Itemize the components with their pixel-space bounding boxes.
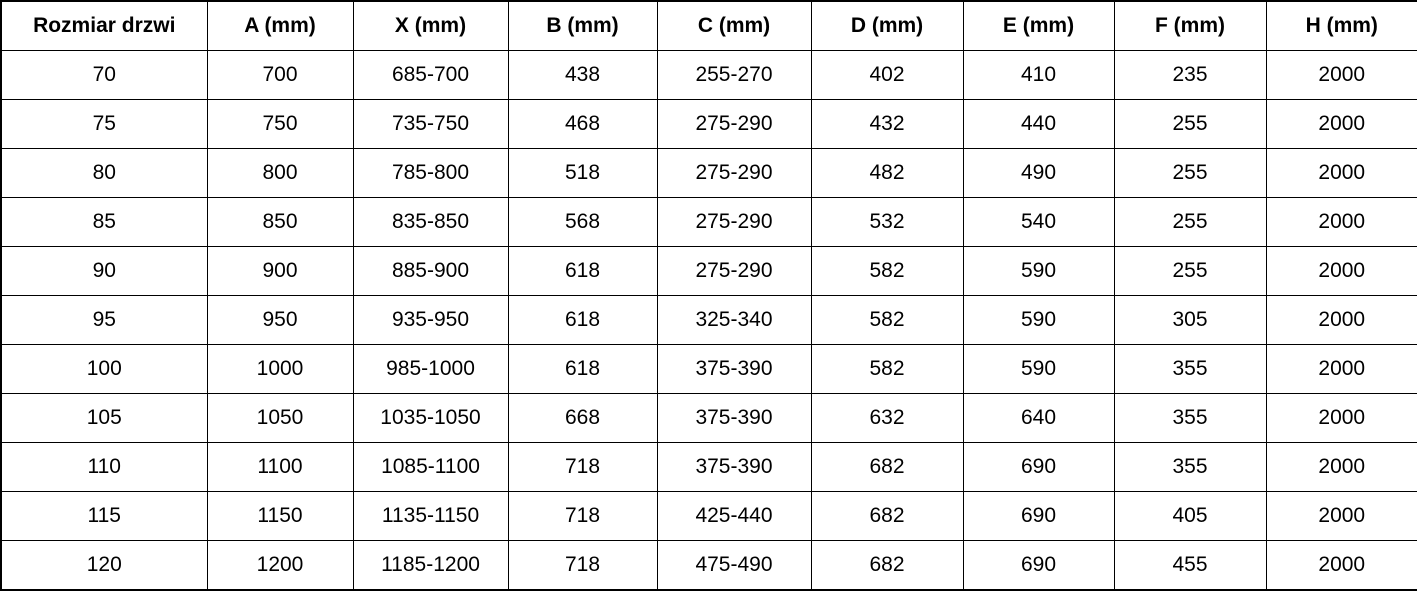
dimension-cell: 935-950 (353, 296, 508, 345)
dimension-cell: 275-290 (657, 247, 811, 296)
dimension-cell: 1050 (207, 394, 353, 443)
dimension-cell: 900 (207, 247, 353, 296)
dimension-cell: 2000 (1266, 296, 1417, 345)
dimension-cell: 275-290 (657, 198, 811, 247)
dimension-cell: 1150 (207, 492, 353, 541)
dimension-cell: 750 (207, 100, 353, 149)
column-header: Rozmiar drzwi (1, 1, 207, 51)
door-size-cell: 85 (1, 198, 207, 247)
table-row (1, 443, 1417, 492)
dimension-cell: 518 (508, 149, 657, 198)
dimension-cell: 800 (207, 149, 353, 198)
dimension-cell: 1085-1100 (353, 443, 508, 492)
dimension-cell: 950 (207, 296, 353, 345)
dimension-cell: 532 (811, 198, 963, 247)
column-header: E (mm) (963, 1, 1114, 51)
dimension-cell: 682 (811, 541, 963, 591)
dimension-cell: 700 (207, 51, 353, 100)
dimension-cell: 590 (963, 247, 1114, 296)
column-header: B (mm) (508, 1, 657, 51)
dimension-cell: 1100 (207, 443, 353, 492)
dimension-cell: 410 (963, 51, 1114, 100)
table-row (1, 296, 1417, 345)
dimension-cell: 582 (811, 247, 963, 296)
dimension-cell: 468 (508, 100, 657, 149)
dimension-cell: 1135-1150 (353, 492, 508, 541)
dimension-cell: 375-390 (657, 394, 811, 443)
dimension-cell: 1000 (207, 345, 353, 394)
dimension-cell: 255-270 (657, 51, 811, 100)
door-size-cell: 100 (1, 345, 207, 394)
dimension-cell: 690 (963, 541, 1114, 591)
dimension-cell: 2000 (1266, 394, 1417, 443)
dimension-cell: 568 (508, 198, 657, 247)
dimension-cell: 885-900 (353, 247, 508, 296)
dimension-cell: 355 (1114, 394, 1266, 443)
table-row (1, 51, 1417, 100)
dimension-cell: 618 (508, 345, 657, 394)
table-row (1, 492, 1417, 541)
dimension-cell: 718 (508, 492, 657, 541)
dimension-cell: 582 (811, 296, 963, 345)
door-size-cell: 75 (1, 100, 207, 149)
header-row (1, 1, 1417, 51)
dimension-cell: 2000 (1266, 198, 1417, 247)
door-size-cell: 90 (1, 247, 207, 296)
dimension-cell: 475-490 (657, 541, 811, 591)
dimension-cell: 718 (508, 443, 657, 492)
table-row (1, 394, 1417, 443)
dimension-cell: 618 (508, 296, 657, 345)
dimension-cell: 618 (508, 247, 657, 296)
dimension-cell: 455 (1114, 541, 1266, 591)
dimension-cell: 632 (811, 394, 963, 443)
dimension-cell: 1035-1050 (353, 394, 508, 443)
dimension-cell: 405 (1114, 492, 1266, 541)
table-row (1, 541, 1417, 591)
dimension-cell: 668 (508, 394, 657, 443)
column-header: F (mm) (1114, 1, 1266, 51)
dimension-cell: 1185-1200 (353, 541, 508, 591)
dimension-cell: 2000 (1266, 51, 1417, 100)
door-size-cell: 120 (1, 541, 207, 591)
dimension-cell: 482 (811, 149, 963, 198)
dimension-cell: 835-850 (353, 198, 508, 247)
dimension-cell: 985-1000 (353, 345, 508, 394)
dimension-cell: 2000 (1266, 541, 1417, 591)
door-size-cell: 110 (1, 443, 207, 492)
column-header: D (mm) (811, 1, 963, 51)
dimension-cell: 432 (811, 100, 963, 149)
door-size-cell: 70 (1, 51, 207, 100)
dimension-cell: 590 (963, 296, 1114, 345)
table-row (1, 149, 1417, 198)
dimension-cell: 2000 (1266, 443, 1417, 492)
dimension-cell: 2000 (1266, 247, 1417, 296)
column-header: H (mm) (1266, 1, 1417, 51)
door-size-cell: 105 (1, 394, 207, 443)
dimension-cell: 375-390 (657, 345, 811, 394)
dimension-cell: 235 (1114, 51, 1266, 100)
dimension-cell: 690 (963, 492, 1114, 541)
dimension-cell: 590 (963, 345, 1114, 394)
door-size-cell: 115 (1, 492, 207, 541)
dimension-cell: 682 (811, 443, 963, 492)
dimension-cell: 2000 (1266, 345, 1417, 394)
dimension-cell: 355 (1114, 345, 1266, 394)
dimension-cell: 1200 (207, 541, 353, 591)
dimension-cell: 255 (1114, 149, 1266, 198)
dimension-cell: 275-290 (657, 149, 811, 198)
door-size-cell: 95 (1, 296, 207, 345)
dimension-cell: 438 (508, 51, 657, 100)
table-row (1, 345, 1417, 394)
dimension-cell: 355 (1114, 443, 1266, 492)
dimension-cell: 305 (1114, 296, 1266, 345)
dimension-cell: 255 (1114, 100, 1266, 149)
dimension-cell: 425-440 (657, 492, 811, 541)
dimension-cell: 582 (811, 345, 963, 394)
dimension-cell: 375-390 (657, 443, 811, 492)
dimension-cell: 735-750 (353, 100, 508, 149)
dimension-cell: 440 (963, 100, 1114, 149)
dimension-cell: 2000 (1266, 100, 1417, 149)
door-size-cell: 80 (1, 149, 207, 198)
column-header: C (mm) (657, 1, 811, 51)
table-row (1, 247, 1417, 296)
dimension-cell: 325-340 (657, 296, 811, 345)
dimension-cell: 785-800 (353, 149, 508, 198)
dimension-cell: 2000 (1266, 149, 1417, 198)
dimension-cell: 640 (963, 394, 1114, 443)
table-row (1, 100, 1417, 149)
table-row (1, 198, 1417, 247)
dimension-cell: 255 (1114, 198, 1266, 247)
dimension-cell: 255 (1114, 247, 1266, 296)
dimension-cell: 402 (811, 51, 963, 100)
column-header: A (mm) (207, 1, 353, 51)
dimension-cell: 685-700 (353, 51, 508, 100)
dimension-cell: 690 (963, 443, 1114, 492)
dimension-cell: 490 (963, 149, 1114, 198)
dimension-cell: 718 (508, 541, 657, 591)
dimension-cell: 2000 (1266, 492, 1417, 541)
dimension-cell: 275-290 (657, 100, 811, 149)
dimension-cell: 850 (207, 198, 353, 247)
dimension-cell: 682 (811, 492, 963, 541)
dimension-cell: 540 (963, 198, 1114, 247)
column-header: X (mm) (353, 1, 508, 51)
